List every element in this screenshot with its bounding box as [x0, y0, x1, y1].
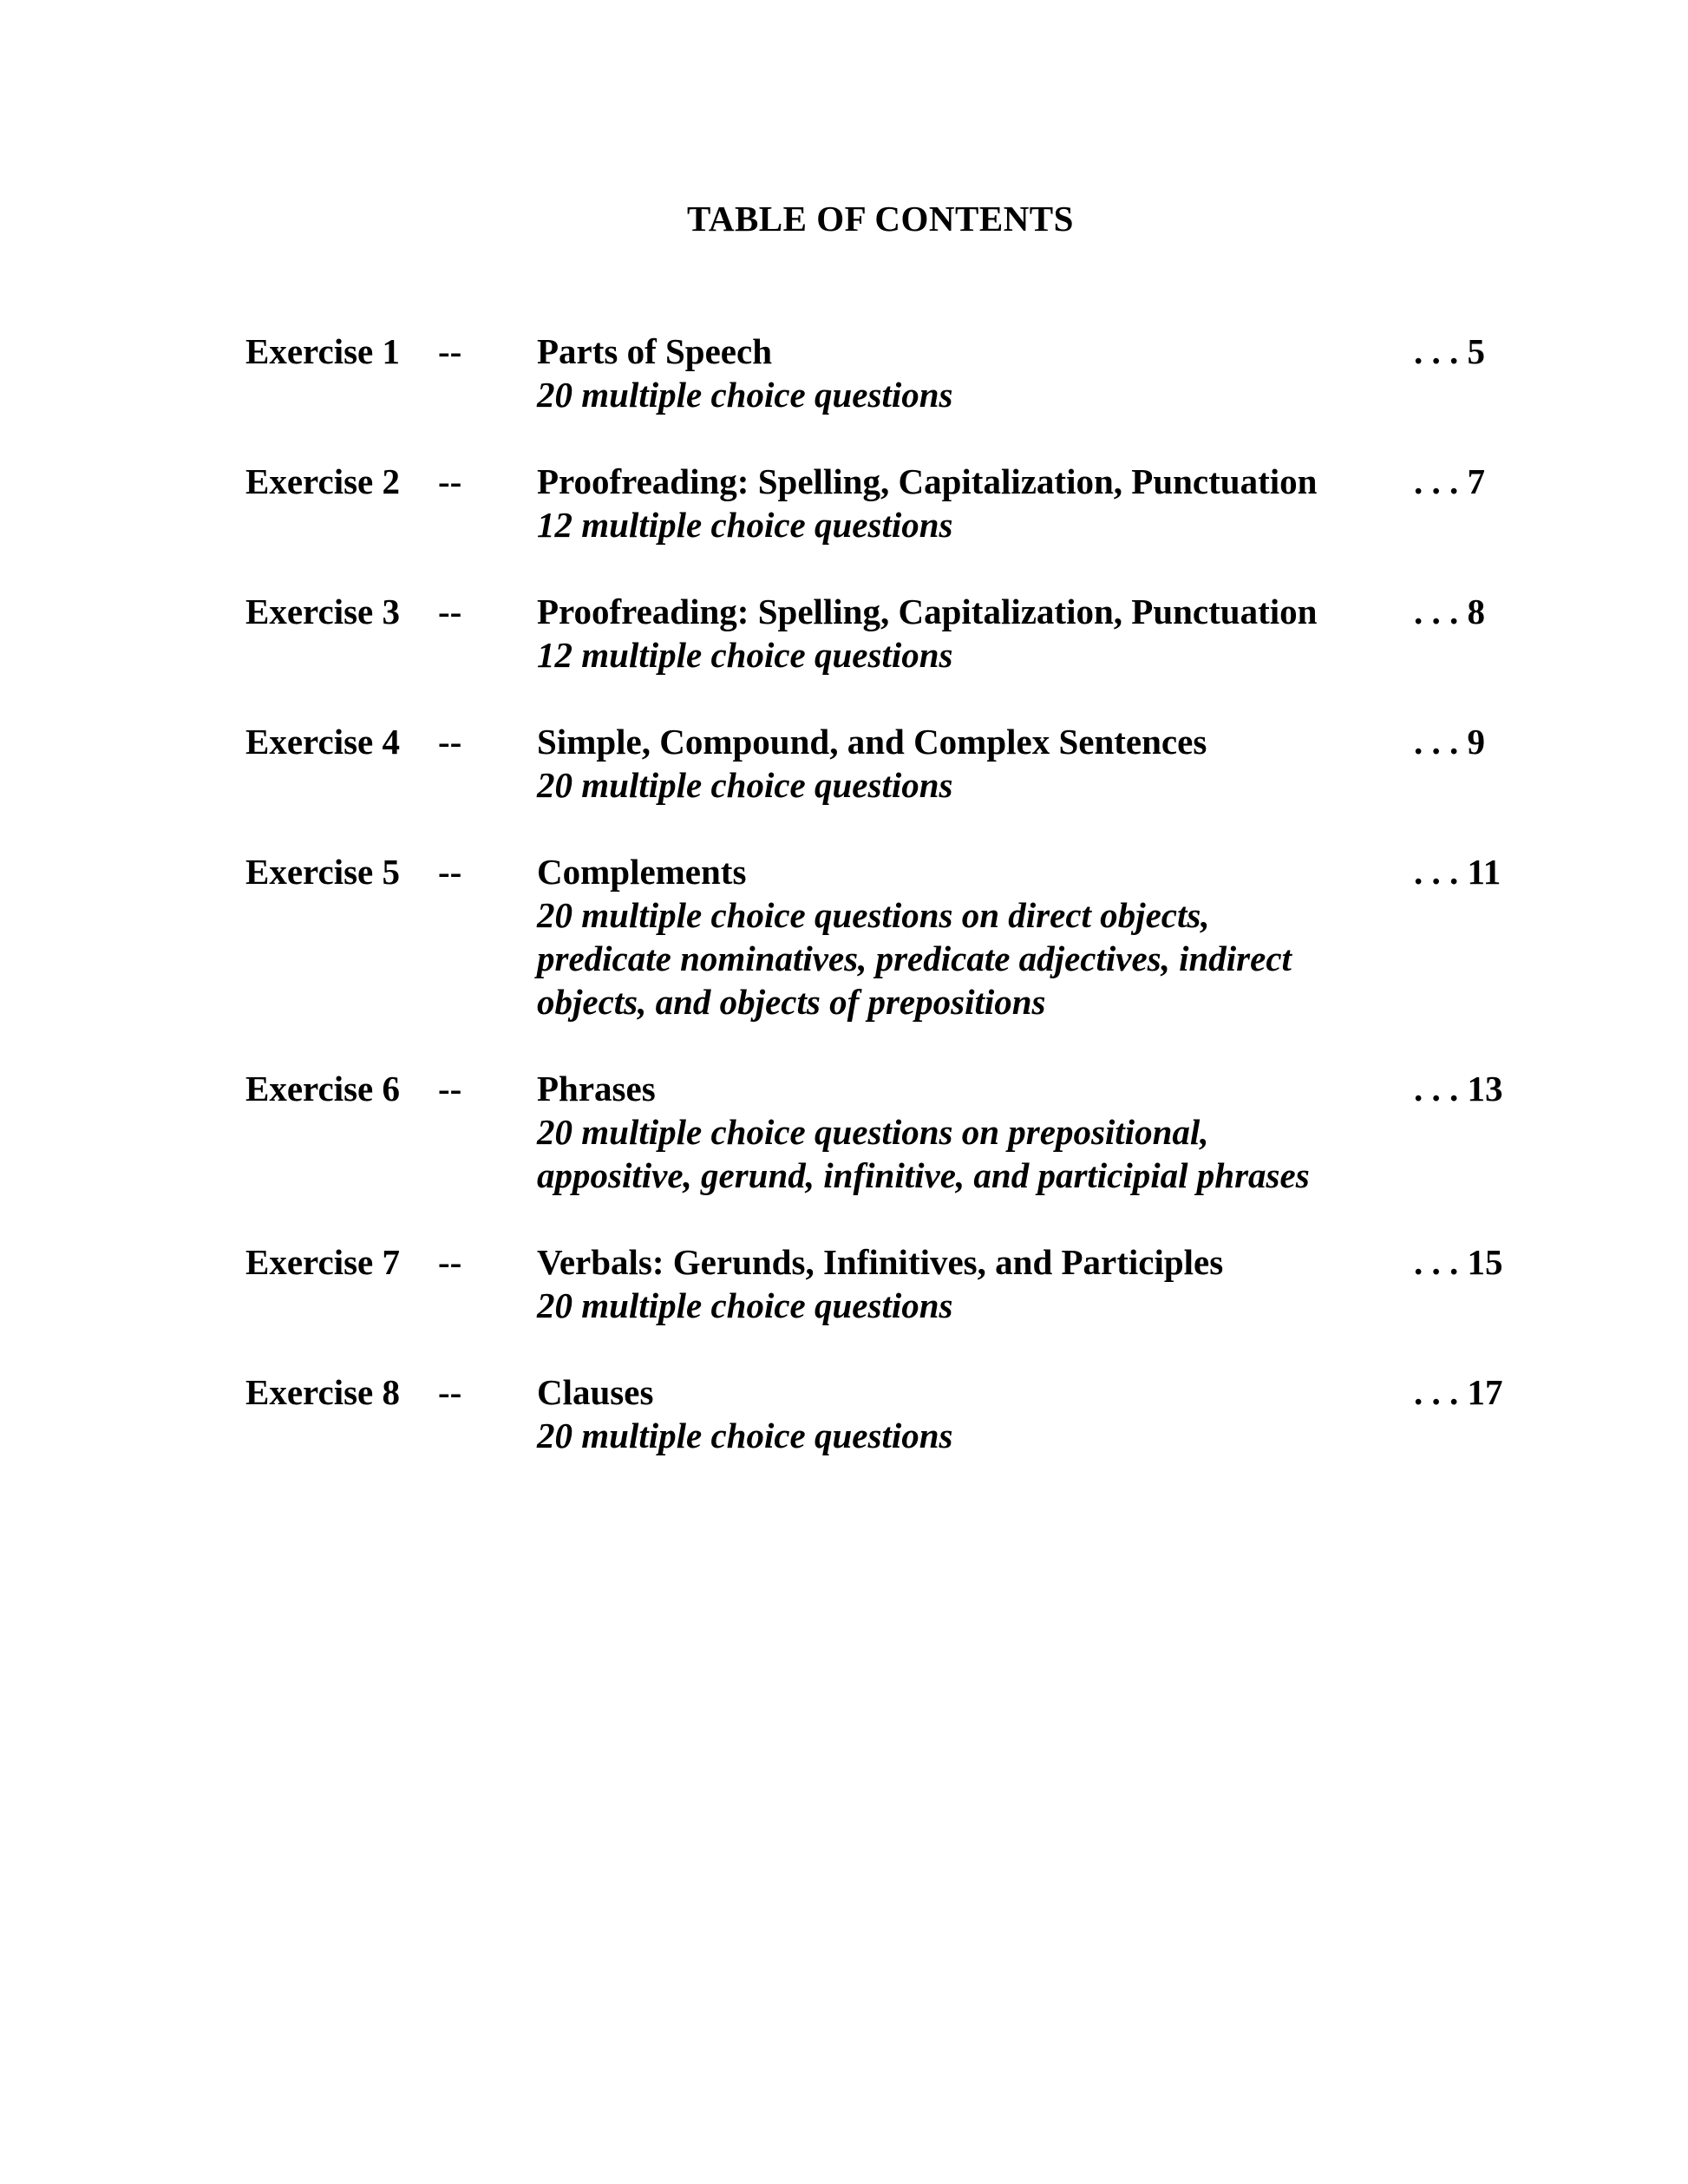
exercise-separator: -- — [438, 461, 462, 501]
page-title: TABLE OF CONTENTS — [687, 199, 1074, 239]
exercise-label: Exercise 5 — [245, 852, 400, 892]
toc-entry-exercise-7[interactable] — [245, 1240, 1529, 1327]
exercise-title: Parts of Speech — [537, 331, 773, 371]
exercise-title: Phrases — [537, 1069, 656, 1108]
exercise-label: Exercise 1 — [245, 331, 400, 371]
exercise-description: 20 multiple choice questions — [537, 1285, 953, 1325]
exercise-separator: -- — [438, 1242, 462, 1282]
toc-entry-exercise-1[interactable] — [245, 330, 1529, 416]
exercise-separator: -- — [438, 852, 462, 892]
exercise-separator: -- — [438, 592, 462, 631]
toc-entry-exercise-2[interactable] — [245, 460, 1529, 546]
exercise-title: Proofreading: Spelling, Capitalization, Punctuation — [537, 461, 1318, 501]
exercise-label: Exercise 8 — [245, 1372, 400, 1412]
exercise-page-number: . . . 8 — [1414, 592, 1485, 631]
exercise-body — [537, 850, 1352, 1023]
exercise-page-number: . . . 17 — [1414, 1372, 1503, 1412]
toc-entry-exercise-4[interactable] — [245, 720, 1529, 807]
exercise-label: Exercise 7 — [245, 1242, 400, 1282]
exercise-page-number: . . . 9 — [1414, 722, 1485, 762]
exercise-body — [537, 330, 1352, 416]
exercise-label: Exercise 2 — [245, 461, 400, 501]
exercise-title: Verbals: Gerunds, Infinitives, and Participles — [537, 1242, 1224, 1282]
toc-entry-exercise-5[interactable] — [245, 850, 1529, 1023]
exercise-label: Exercise 6 — [245, 1069, 400, 1108]
exercise-page-number: . . . 7 — [1414, 461, 1485, 501]
exercise-page-number: . . . 13 — [1414, 1069, 1503, 1108]
exercise-body — [537, 1067, 1352, 1197]
exercise-page-number: . . . 5 — [1414, 331, 1485, 371]
exercise-description: 20 multiple choice questions — [537, 375, 953, 415]
exercise-separator: -- — [438, 1372, 462, 1412]
toc-entry-exercise-6[interactable] — [245, 1067, 1529, 1197]
exercise-body — [537, 1240, 1352, 1327]
exercise-title: Proofreading: Spelling, Capitalization, Punctuation — [537, 592, 1318, 631]
exercise-separator: -- — [438, 331, 462, 371]
exercise-description: 12 multiple choice questions — [537, 505, 953, 545]
toc-entry-exercise-3[interactable] — [245, 590, 1529, 677]
exercise-title: Simple, Compound, and Complex Sentences — [537, 722, 1207, 762]
table-of-contents — [245, 330, 1529, 1501]
exercise-description: 20 multiple choice questions — [537, 765, 953, 805]
exercise-body — [537, 460, 1352, 546]
exercise-description: 20 multiple choice questions — [537, 1416, 953, 1455]
exercise-title: Complements — [537, 852, 747, 892]
exercise-title: Clauses — [537, 1372, 654, 1412]
exercise-separator: -- — [438, 1069, 462, 1108]
toc-entry-exercise-8[interactable] — [245, 1370, 1529, 1457]
exercise-label: Exercise 3 — [245, 592, 400, 631]
exercise-body — [537, 1370, 1352, 1457]
exercise-body — [537, 720, 1352, 807]
exercise-body — [537, 590, 1352, 677]
exercise-description: 20 multiple choice questions on prepositional, appositive, gerund, infinitive, and participial phrases — [537, 1112, 1310, 1195]
exercise-page-number: . . . 11 — [1414, 852, 1502, 892]
exercise-separator: -- — [438, 722, 462, 762]
exercise-description: 12 multiple choice questions — [537, 635, 953, 675]
exercise-description: 20 multiple choice questions on direct objects, predicate nominatives, predicate adjectives, indirect objects, and objects of prepositions — [537, 895, 1292, 1022]
exercise-page-number: . . . 15 — [1414, 1242, 1503, 1282]
exercise-label: Exercise 4 — [245, 722, 400, 762]
